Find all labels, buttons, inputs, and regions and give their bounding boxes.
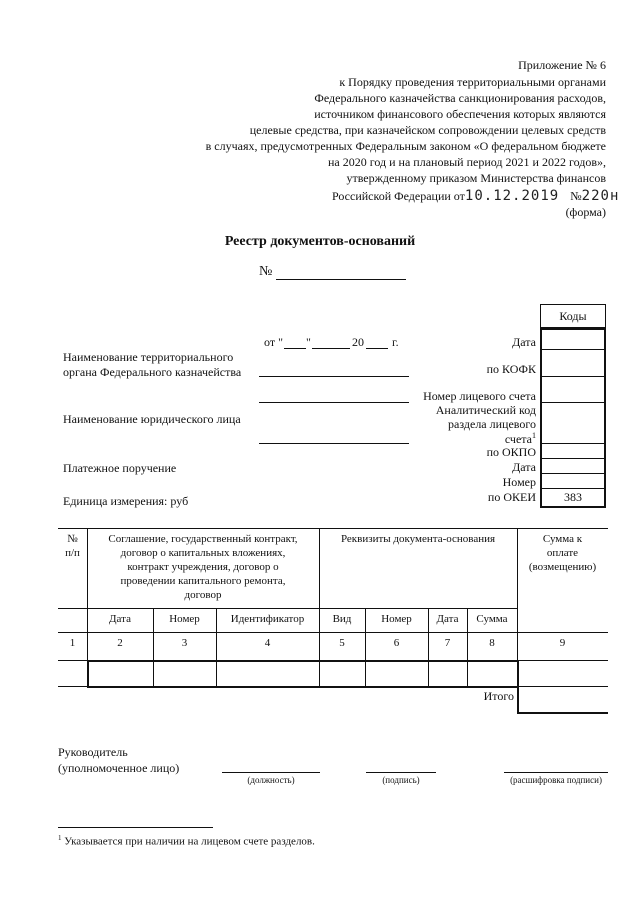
codes-row-divider — [541, 488, 605, 489]
territorial-underline — [259, 376, 409, 377]
header-line-6: в случаях, предусмотренных Федеральным законом «О федеральном бюджете — [205, 139, 606, 153]
subheader-number: Номер — [169, 613, 200, 625]
col-number-9: 9 — [559, 637, 566, 649]
analytic-3-text: счета — [504, 432, 532, 446]
footnote-text: Указывается при наличии на лицевом счете разделов. — [64, 835, 315, 848]
page-title: Реестр документов-оснований — [224, 234, 416, 249]
label-okei: по ОКЕИ — [487, 490, 536, 504]
form-label: (форма) — [565, 205, 606, 219]
codes-row-divider — [541, 458, 605, 459]
codes-column — [540, 328, 606, 508]
date-quote: " — [306, 335, 311, 349]
footnote — [58, 834, 315, 848]
label-okpo: по ОКПО — [486, 445, 536, 459]
footnote-mark: 1 — [58, 834, 62, 842]
subheader-type: Вид — [332, 613, 352, 625]
codes-row-divider — [541, 473, 605, 474]
col-number-3: 3 — [181, 637, 188, 649]
account-underline — [259, 402, 409, 403]
label-analytic-2: раздела лицевого — [448, 417, 536, 431]
header-agreement: Соглашение, государственный контракт, договор о капитальных вложениях, контракт учреждения, договор о проведении капитального ремонта, договор — [108, 533, 298, 601]
table-colnum-top — [58, 632, 608, 633]
header-sum: Сумма к оплате (возмещению) — [528, 533, 597, 573]
number-underline — [276, 279, 406, 280]
order-prefix: Российской Федерации от — [332, 189, 465, 203]
header-line-8: утвержденному приказом Министерства финансов — [346, 171, 606, 185]
col-number-4: 4 — [264, 637, 271, 649]
label-analytic-1: Аналитический код — [435, 403, 536, 417]
label-territorial-1: Наименование территориального — [63, 350, 234, 364]
analytic-footnote-mark: 1 — [532, 431, 536, 440]
col-divider — [319, 528, 320, 686]
header-requisites: Реквизиты документа-основания — [340, 533, 496, 545]
decoding-underline — [504, 772, 608, 773]
footnote-separator — [58, 827, 213, 828]
position-underline — [222, 772, 320, 773]
label-kofk: по КОФК — [486, 362, 536, 376]
date-prefix: от " — [264, 335, 283, 349]
codes-row-divider — [541, 376, 605, 377]
header-no: № п/п — [65, 533, 80, 559]
okei-value: 383 — [564, 490, 582, 504]
table-data-top-thick — [87, 660, 517, 662]
header-line-9 — [332, 188, 619, 204]
table-data-bottom-thick — [87, 686, 518, 688]
order-number: 220н — [581, 188, 620, 204]
label-legal-entity: Наименование юридического лица — [63, 412, 241, 426]
header-line-1: Приложение № 6 — [518, 58, 606, 72]
year-underline — [366, 348, 388, 349]
subheader-date: Дата — [109, 613, 131, 625]
legal-entity-underline — [259, 443, 409, 444]
order-date: 10.12.2019 — [464, 188, 560, 204]
codes-row-divider — [541, 443, 605, 444]
table-subheader-line — [58, 608, 518, 609]
sign-caption: (подпись) — [382, 775, 420, 785]
codes-row-divider — [541, 402, 605, 403]
total-bottom-thick — [517, 712, 608, 714]
label-account: Номер лицевого счета — [423, 389, 536, 403]
label-unit: Единица измерения: руб — [63, 494, 189, 508]
total-label: Итого — [483, 689, 514, 703]
header-line-7: на 2020 год и на плановый период 2021 и 2022 годов», — [327, 155, 606, 169]
subheader-doc-number: Номер — [381, 613, 412, 625]
col-number-5: 5 — [339, 637, 345, 649]
subheader-identifier: Идентификатор — [230, 613, 305, 625]
sign-underline — [366, 772, 436, 773]
label-territorial-2: органа Федерального казначейства — [63, 365, 242, 379]
subheader-doc-date: Дата — [436, 613, 459, 625]
label-payment-order: Платежное поручение — [63, 461, 177, 475]
month-underline — [312, 348, 350, 349]
codes-row-divider — [541, 349, 605, 350]
col-number-8: 8 — [489, 637, 495, 649]
label-number: Номер — [502, 475, 536, 489]
col-number-2: 2 — [117, 637, 123, 649]
col-number-6: 6 — [393, 637, 400, 649]
col-divider-thick — [517, 660, 519, 713]
signatory-title-2: (уполномоченное лицо) — [58, 761, 180, 775]
subheader-doc-sum: Сумма — [476, 613, 508, 625]
header-line-2: к Порядку проведения территориальными органами — [339, 75, 606, 89]
day-underline — [284, 348, 306, 349]
col-divider-thick — [87, 660, 89, 687]
label-date-2: Дата — [512, 460, 536, 474]
decoding-caption: (расшифровка подписи) — [510, 775, 602, 785]
position-caption: (должность) — [247, 775, 295, 785]
table-top-border — [58, 528, 608, 529]
year-prefix: 20 — [352, 335, 364, 349]
number-label: № — [259, 264, 273, 279]
signatory-title-1: Руководитель — [58, 745, 128, 759]
col-number-7: 7 — [444, 637, 451, 649]
header-line-5: целевые средства, при казначейском сопровождении целевых средств — [249, 123, 606, 137]
label-date: Дата — [512, 335, 536, 349]
codes-header: Коды — [559, 309, 587, 323]
header-line-4: источником финансового обеспечения которых являются — [314, 107, 606, 121]
header-line-3: Федерального казначейства санкционирования расходов, — [314, 91, 606, 105]
col-number-1: 1 — [69, 637, 76, 649]
order-no-prefix: № — [570, 189, 582, 203]
date-suffix: г. — [392, 335, 399, 349]
